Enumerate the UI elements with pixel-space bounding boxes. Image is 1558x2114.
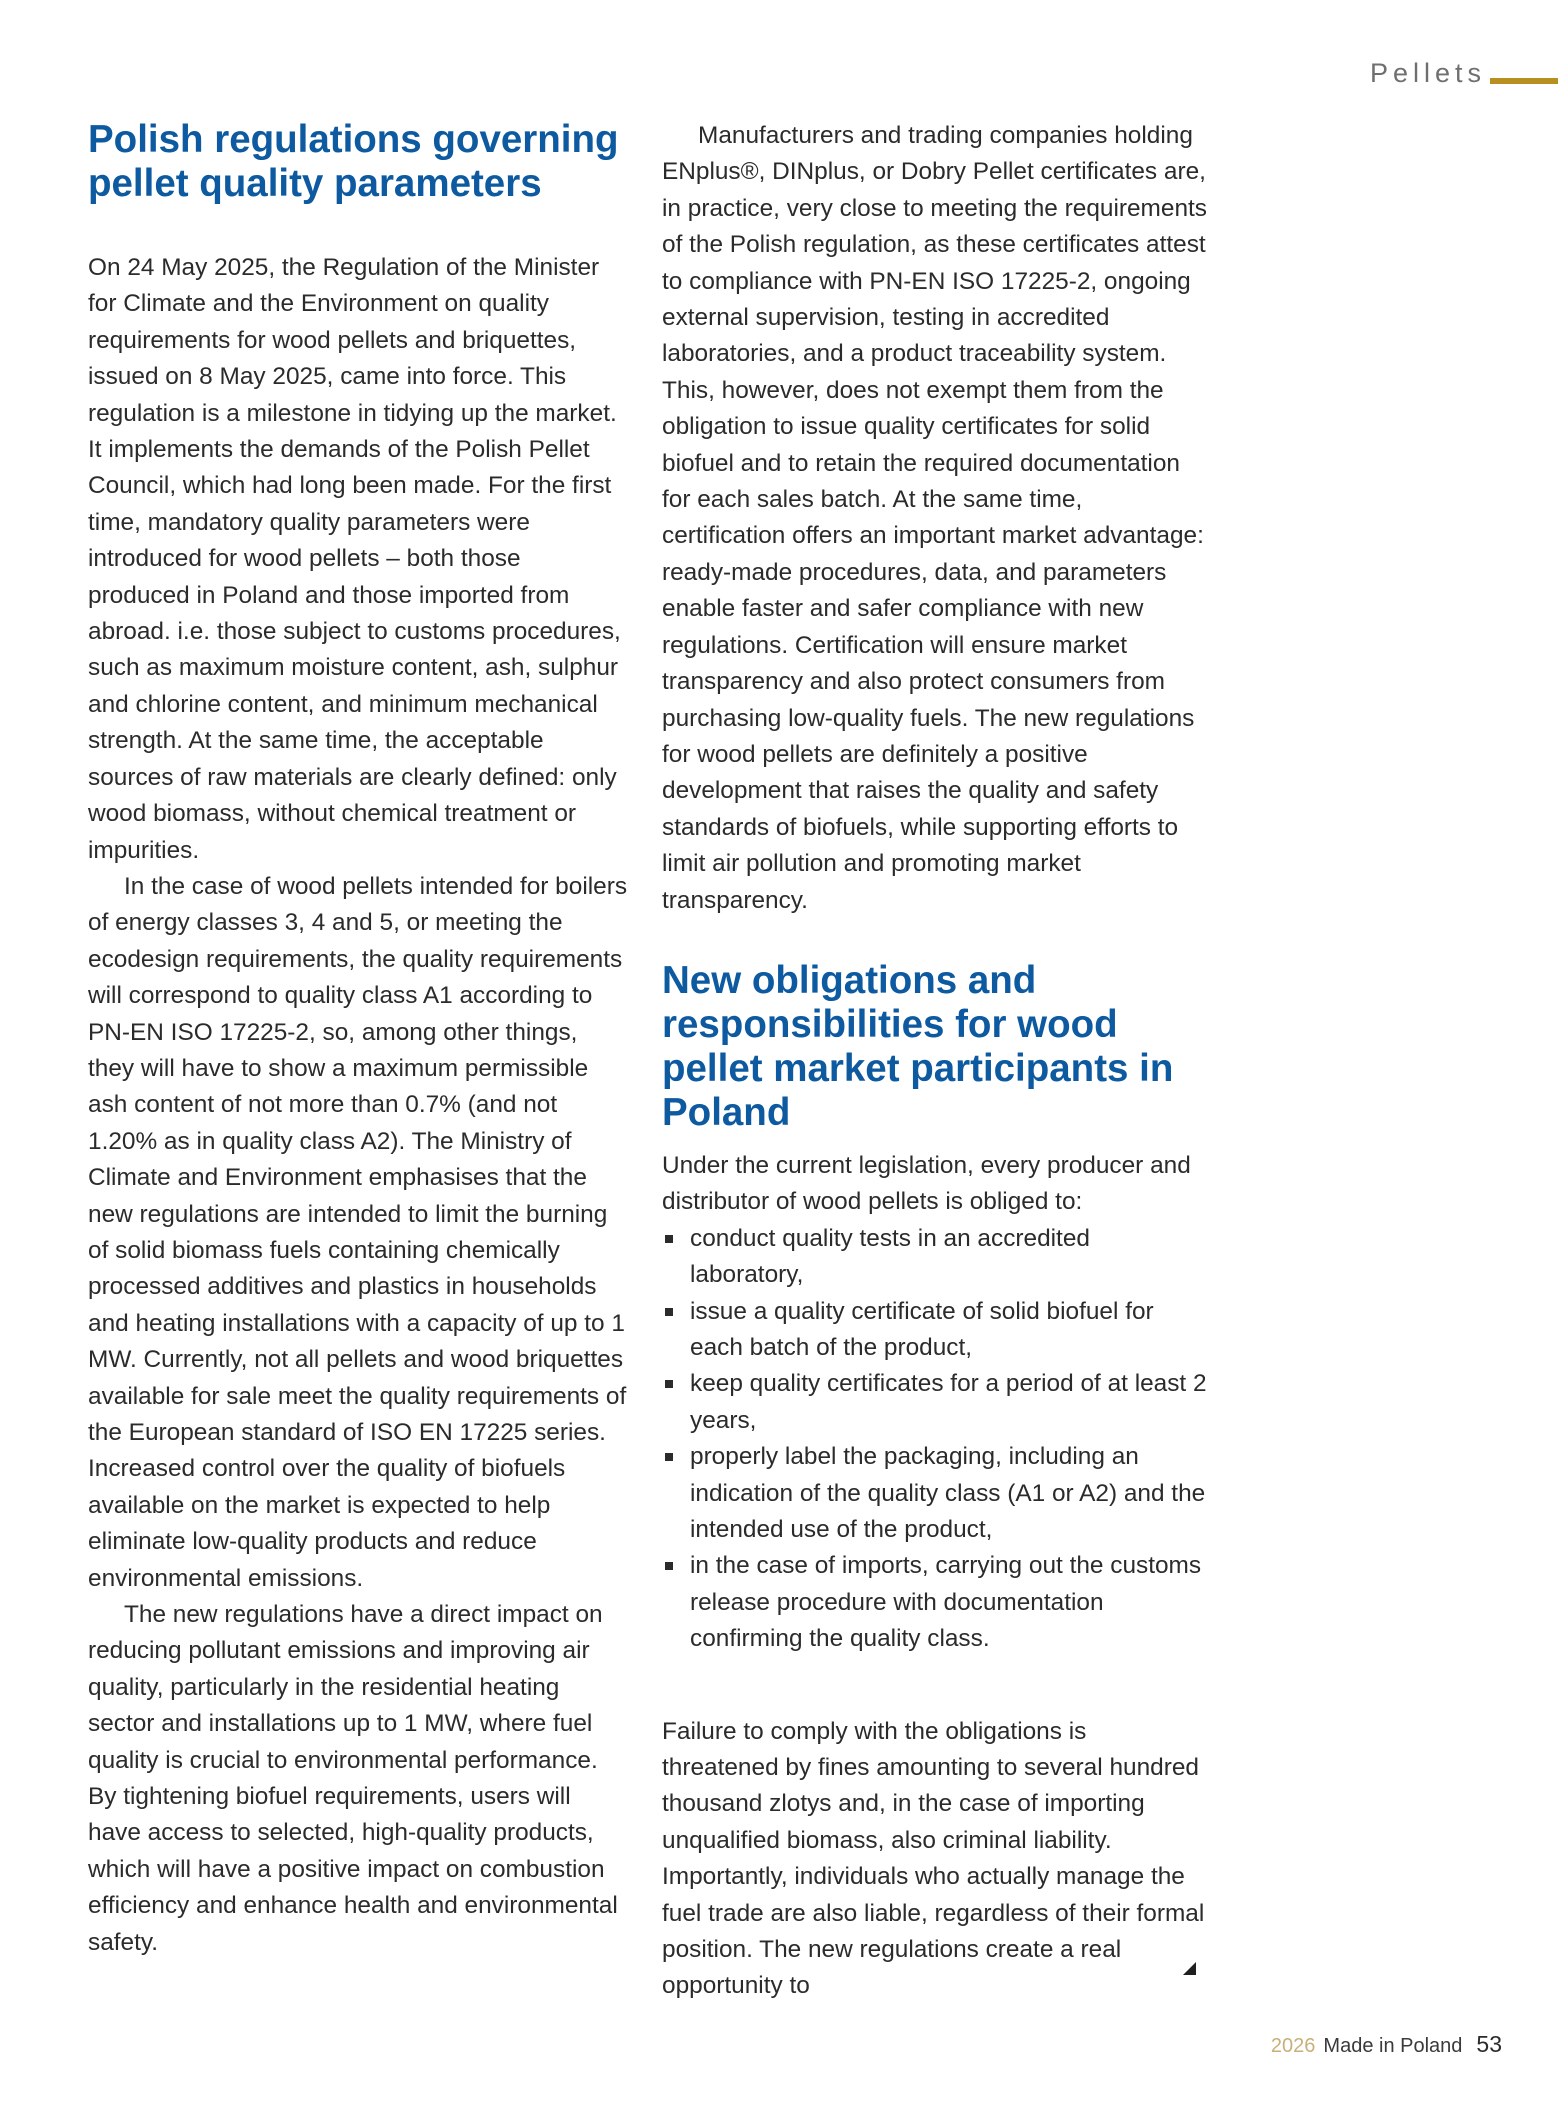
footer-year: 2026 (1270, 2035, 1316, 2057)
article-heading-obligations: New obligations and responsibilities for wood pellet market participants in Poland (662, 958, 1174, 1134)
bullet-square-icon (665, 1380, 673, 1388)
list-item: keep quality certificates for a period of at least 2 years, (662, 1366, 1207, 1439)
page-number: 53 (1476, 2031, 1502, 2057)
paragraph-penalties: Failure to comply with the obligations is threatened by fines amounting to several hundred thousand zlotys and, in the case of importing unqualified biomass, also criminal liability. Importantly, individuals who actually manage the fuel trade are also liable, regardless of their formal position. The new regulations create a real opportunity to (662, 1717, 1205, 2000)
page-footer (1271, 2031, 1502, 2058)
obligations-list (662, 1221, 1207, 1658)
list-item: in the case of imports, carrying out the customs release procedure with documentation confirming the quality class. (662, 1548, 1207, 1657)
paragraph-emissions-impact: The new regulations have a direct impact on reducing pollutant emissions and improving air quality, particularly in the residential heating sector and installations up to 1 MW, where fuel quality is crucial to environmental performance. By tightening biofuel requirements, users will have access to selected, high-quality products, which will have a positive impact on combustion efficiency and enhance health and environmental safety. (88, 1601, 618, 1956)
bullet-square-icon (665, 1235, 673, 1243)
list-item: conduct quality tests in an accredited laboratory, (662, 1221, 1207, 1294)
paragraph-regulation-intro: On 24 May 2025, the Regulation of the Minister for Climate and the Environment on quality requirements for wood pellets and briquettes, issued on 8 May 2025, came into force. This regulation is a milestone in tidying up the market. It implements the demands of the Polish Pellet Council, which had long been made. For the first time, mandatory quality parameters were introduced for wood pellets – both those produced in Poland and those imported from abroad. i.e. those subject to customs procedures, such as maximum moisture content, ash, sulphur and chlorine content, and minimum mechanical strength. At the same time, the acceptable sources of raw materials are clearly defined: only wood biomass, without chemical treatment or impurities. (88, 254, 621, 864)
left-column (88, 118, 628, 1961)
continue-triangle-icon (1183, 1962, 1196, 1975)
footer-publication: Made in Poland (1323, 2035, 1463, 2057)
bullet-square-icon (665, 1308, 673, 1316)
section-accent-bar (1490, 78, 1558, 84)
list-item: properly label the packaging, including an indication of the quality class (A1 or A2) and the intended use of the product, (662, 1439, 1207, 1548)
right-column (662, 118, 1207, 2005)
bullet-square-icon (665, 1562, 673, 1570)
paragraph-certification: Manufacturers and trading companies holding ENplus®, DINplus, or Dobry Pellet certificates are, in practice, very close to meeting the requirements of the Polish regulation, as these certificates attest to compliance with PN-EN ISO 17225-2, ongoing external supervision, testing in accredited laboratories, and a product traceability system. This, however, does not exempt them from the obligation to issue quality certificates for solid biofuel and to retain the required documentation for each sales batch. At the same time, certification offers an important market advantage: ready-made procedures, data, and parameters enable faster and safer compliance with new regulations. Certification will ensure market transparency and also protect consumers from purchasing low-quality fuels. The new regulations for wood pellets are definitely a positive development that raises the quality and safety standards of biofuels, while supporting efforts to limit air pollution and promoting market transparency. (662, 122, 1207, 914)
bullet-square-icon (665, 1453, 673, 1461)
paragraph-obligations-lead: Under the current legislation, every producer and distributor of wood pellets is obliged to: (662, 1151, 1191, 1216)
paragraph-energy-classes: In the case of wood pellets intended for boilers of energy classes 3, 4 and 5, or meeting the ecodesign requirements, the quality requirements will correspond to quality class A1 according to PN-EN ISO 17225-2, so, among other things, they will have to show a maximum permissible ash content of not more than 0.7% (and not 1.20% as in quality class A2). The Ministry of Climate and Environment emphasises that the new regulations are intended to limit the burning of solid biomass fuels containing chemically processed additives and plastics in households and heating installations with a capacity of up to 1 MW. Currently, not all pellets and wood briquettes available for sale meet the quality requirements of the European standard of ISO EN 17225 series. Increased control over the quality of biofuels available on the market is expected to help eliminate low-quality products and reduce environmental emissions. (88, 872, 628, 1592)
list-item: issue a quality certificate of solid biofuel for each batch of the product, (662, 1294, 1207, 1367)
section-label: Pellets (1369, 58, 1486, 88)
article-heading-regulations: Polish regulations governing pellet quality parameters (88, 118, 619, 205)
